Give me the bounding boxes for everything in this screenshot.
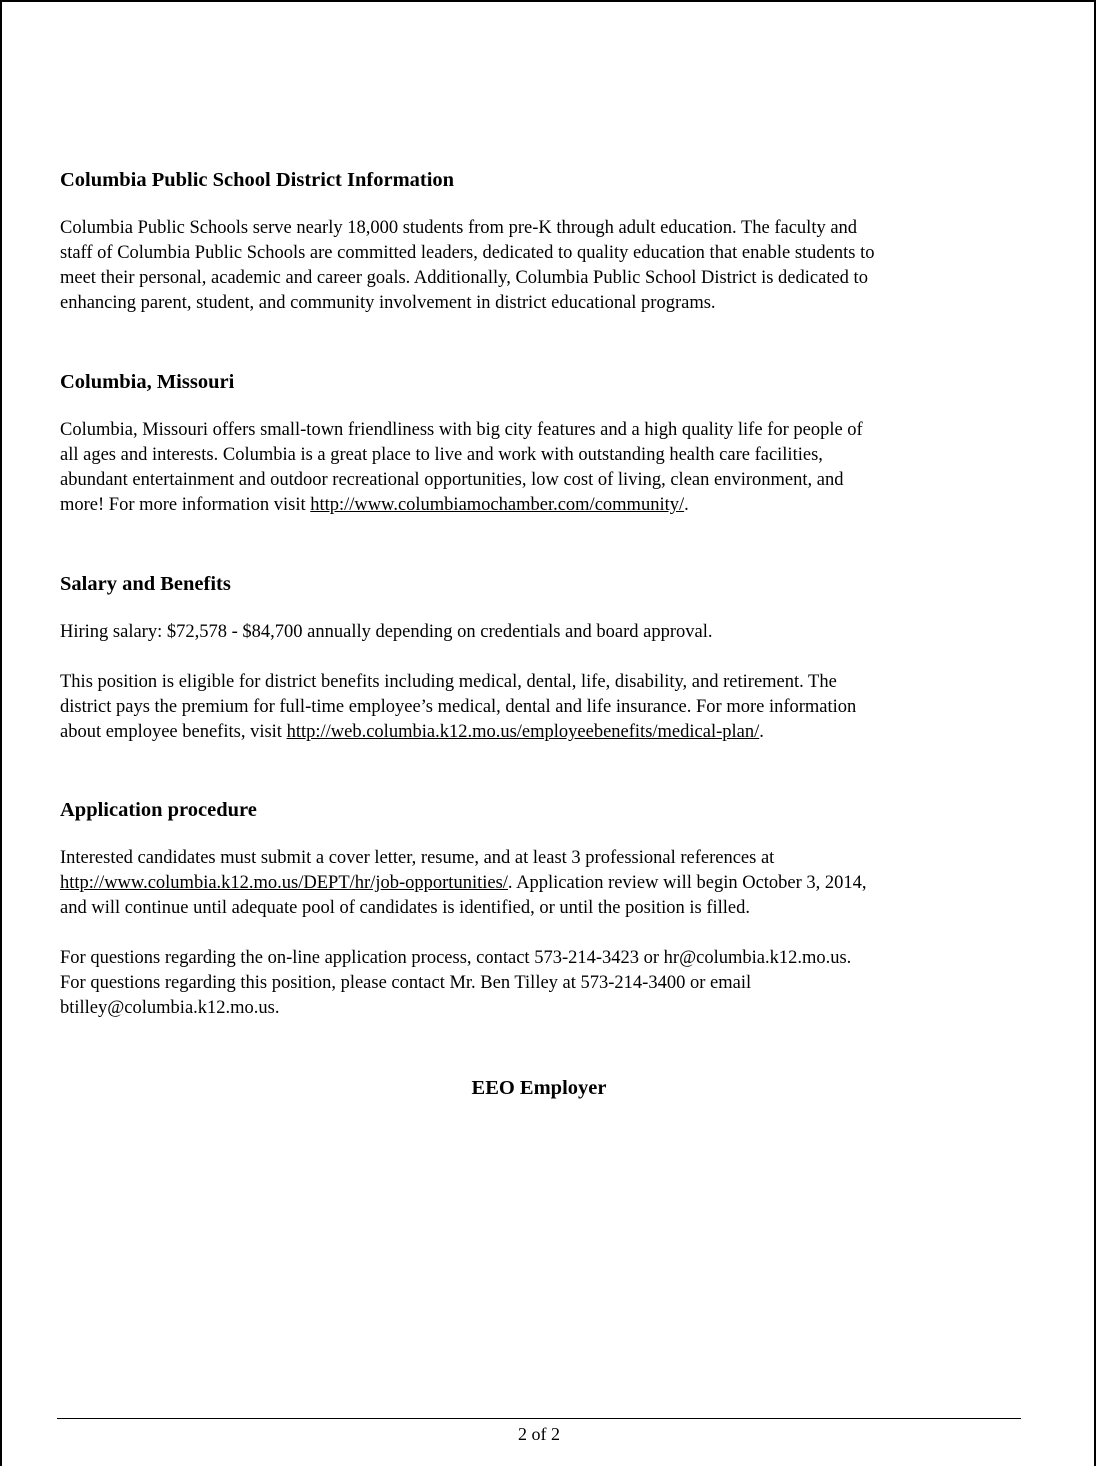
- paragraph-line-suffix: .: [684, 495, 689, 515]
- eeo-employer-statement: EEO Employer: [471, 1077, 607, 1099]
- contact-paragraph: [60, 946, 1040, 1021]
- paragraph-line: Columbia Public Schools serve nearly 18,000 students from pre-K through adult education. The faculty and: [60, 218, 858, 238]
- section-heading-salary: Salary and Benefits: [60, 573, 231, 595]
- paragraph-line: For questions regarding this position, please contact Mr. Ben Tilley at 573-214-3400 or email: [60, 973, 752, 993]
- chamber-community-link[interactable]: http://www.columbiamochamber.com/community/: [310, 495, 685, 515]
- paragraph-line: meet their personal, academic and career goals. Additionally, Columbia Public School District is dedicated to: [60, 268, 868, 288]
- paragraph-line: This position is eligible for district benefits including medical, dental, life, disability, and retirement. The: [60, 672, 837, 692]
- job-opportunities-link[interactable]: http://www.columbia.k12.mo.us/DEPT/hr/job-opportunities/: [60, 873, 508, 893]
- application-paragraph: [60, 846, 1040, 921]
- paragraph-line: Columbia, Missouri offers small-town friendliness with big city features and a high quality life for people of: [60, 420, 863, 440]
- paragraph-line-suffix: . Application review will begin October 3, 2014,: [507, 873, 867, 893]
- benefits-paragraph: [60, 670, 1040, 745]
- section-heading-district: Columbia Public School District Information: [60, 169, 455, 191]
- footer-divider: [57, 1418, 1021, 1419]
- section-columbia-missouri: [60, 368, 1040, 518]
- paragraph-line: For questions regarding the on-line application process, contact 573-214-3423 or hr@columbia.k12.mo.us.: [60, 948, 852, 968]
- paragraph-line: and will continue until adequate pool of candidates is identified, or until the position is filled.: [60, 898, 751, 918]
- paragraph-line-suffix: .: [759, 722, 764, 742]
- section-heading-missouri: Columbia, Missouri: [60, 371, 235, 393]
- section-salary-benefits: [60, 570, 1040, 745]
- missouri-paragraph: [60, 418, 1040, 518]
- paragraph-line: enhancing parent, student, and community involvement in district educational programs.: [60, 293, 716, 313]
- section-district-information: [60, 166, 1040, 316]
- paragraph-line: btilley@columbia.k12.mo.us.: [60, 998, 280, 1018]
- paragraph-line: Interested candidates must submit a cover letter, resume, and at least 3 professional references at: [60, 848, 775, 868]
- section-heading-application: Application procedure: [60, 799, 257, 821]
- page-number: 2 of 2: [518, 1424, 560, 1444]
- paragraph-line: all ages and interests. Columbia is a great place to live and work with outstanding health care facilities,: [60, 445, 823, 465]
- salary-line: Hiring salary: $72,578 - $84,700 annually depending on credentials and board approval.: [60, 622, 713, 642]
- employee-benefits-link[interactable]: http://web.columbia.k12.mo.us/employeebenefits/medical-plan/: [286, 722, 760, 742]
- paragraph-line: more! For more information visit: [60, 495, 311, 515]
- section-application-procedure: [60, 796, 1040, 1021]
- paragraph-line: abundant entertainment and outdoor recreational opportunities, low cost of living, clean environment, and: [60, 470, 844, 490]
- paragraph-line: staff of Columbia Public Schools are committed leaders, dedicated to quality education that enable students to: [60, 243, 875, 263]
- paragraph-line: district pays the premium for full-time employee’s medical, dental and life insurance. For more information: [60, 697, 857, 717]
- district-paragraph: [60, 216, 1040, 316]
- paragraph-line: about employee benefits, visit: [60, 722, 287, 742]
